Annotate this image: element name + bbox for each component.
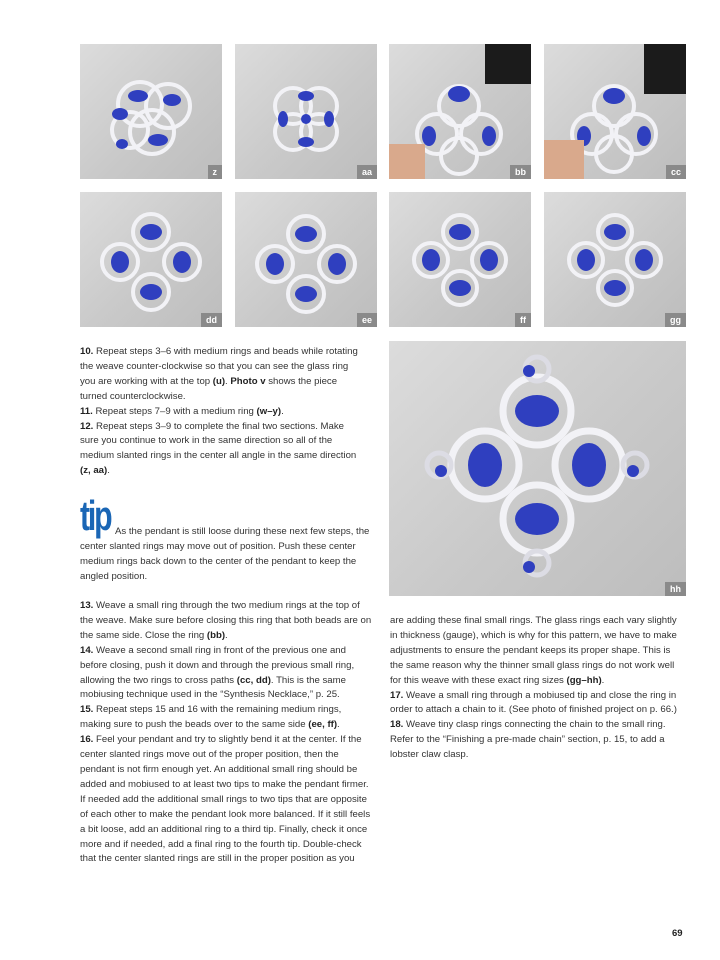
chainmaille-image — [235, 44, 377, 179]
photo-label: ff — [515, 313, 531, 327]
photo-ff — [389, 192, 531, 327]
chainmaille-image — [544, 44, 686, 179]
steps-17-18 — [390, 614, 686, 763]
step-14: 14. Weave a second small ring in front of the previous one and before closing, push it down and through the previous small ring, allowing the two rings to cross paths (cc, dd). This is the same mobiusing technique used in the “Synthesis Necklace,” p. 25. — [80, 644, 355, 701]
tip-heading: tip — [80, 492, 111, 539]
photo-label: cc — [666, 165, 686, 179]
step-12: 12. Repeat steps 3–9 to complete the final two sections. Make sure you continue to work in the same direction so all of the medium slanted rings in the center all angle in the same direction (z, aa). — [80, 420, 357, 477]
photo-cc — [544, 44, 686, 179]
step-10: 10. Repeat steps 3–6 with medium rings and beads while rotating the weave counter-clockwise so that you can see the glass ring you are working with at the top (u). Photo v shows the piece turned counterclockwise. — [80, 346, 358, 402]
page-number: 69 — [672, 928, 683, 939]
step-16: 16. Feel your pendant and try to slightly bend it at the center. If the center slanted rings move out of the proper position, then the pendant is not firm enough yet. An additional small ring should be added and mobiused to at least two tips to make the pendant firmer. If needed add the additional small rings to two tips that are opposite of each other to make the pendant look more balanced. If it still feels a bit loose, add an additional ring to a third tip. Finally, check it once more and if needed, add a final ring to the fourth tip. Double-check that the center slanted rings are still in the proper position as you — [80, 734, 371, 865]
photo-dd — [80, 192, 222, 327]
chainmaille-image — [389, 192, 531, 327]
step-11: 11. Repeat steps 7–9 with a medium ring (w–y). — [80, 405, 284, 417]
photo-gg — [544, 192, 686, 327]
photo-label: aa — [357, 165, 377, 179]
chainmaille-image — [389, 44, 531, 179]
photo-hh — [389, 341, 686, 596]
photo-label: bb — [510, 165, 531, 179]
photo-ee — [235, 192, 377, 327]
steps-13-16 — [80, 599, 372, 867]
steps-10-12 — [80, 345, 365, 479]
chainmaille-image — [80, 44, 222, 179]
photo-label: z — [208, 165, 223, 179]
step-13: 13. Weave a small ring through the two medium rings at the top of the weave. Make sure before closing this ring that both beads are on the same side. Close the ring (bb). — [80, 600, 372, 641]
chainmaille-image — [235, 192, 377, 327]
step-16-continued: are adding these final small rings. The glass rings each vary slightly in thickness (gauge), which is why for this pattern, we have to make adjustments to ensure the pendant keeps its proper shape. This is the same reason why the thinner small glass rings do not work well for this weave with these exact ring sizes (gg–hh). — [390, 615, 677, 686]
photo-label: hh — [665, 582, 686, 596]
photo-z — [80, 44, 222, 179]
step-15: 15. Repeat steps 15 and 16 with the remaining medium rings, making sure to push the beads over to the same side (ee, ff). — [80, 704, 342, 731]
chainmaille-image — [544, 192, 686, 327]
photo-label: ee — [357, 313, 377, 327]
chainmaille-image — [80, 192, 222, 327]
photo-label: gg — [665, 313, 686, 327]
tip-text: As the pendant is still loose during these next few steps, the center slanted rings may move out of position. Push these center medium rings back down to the center of the pendant to keep the angled position. — [80, 526, 370, 582]
chainmaille-image — [389, 341, 686, 596]
step-17: 17. Weave a small ring through a mobiused tip and close the ring in order to attach a chain to it. (See photo of finished project on p. 66.) — [390, 689, 677, 716]
photo-label: dd — [201, 313, 222, 327]
photo-aa — [235, 44, 377, 179]
photo-bb — [389, 44, 531, 179]
step-18: 18. Weave tiny clasp rings connecting the chain to the small ring. Refer to the “Finishing a pre-made chain” section, p. 15, to add a lobster claw clasp. — [390, 719, 666, 761]
